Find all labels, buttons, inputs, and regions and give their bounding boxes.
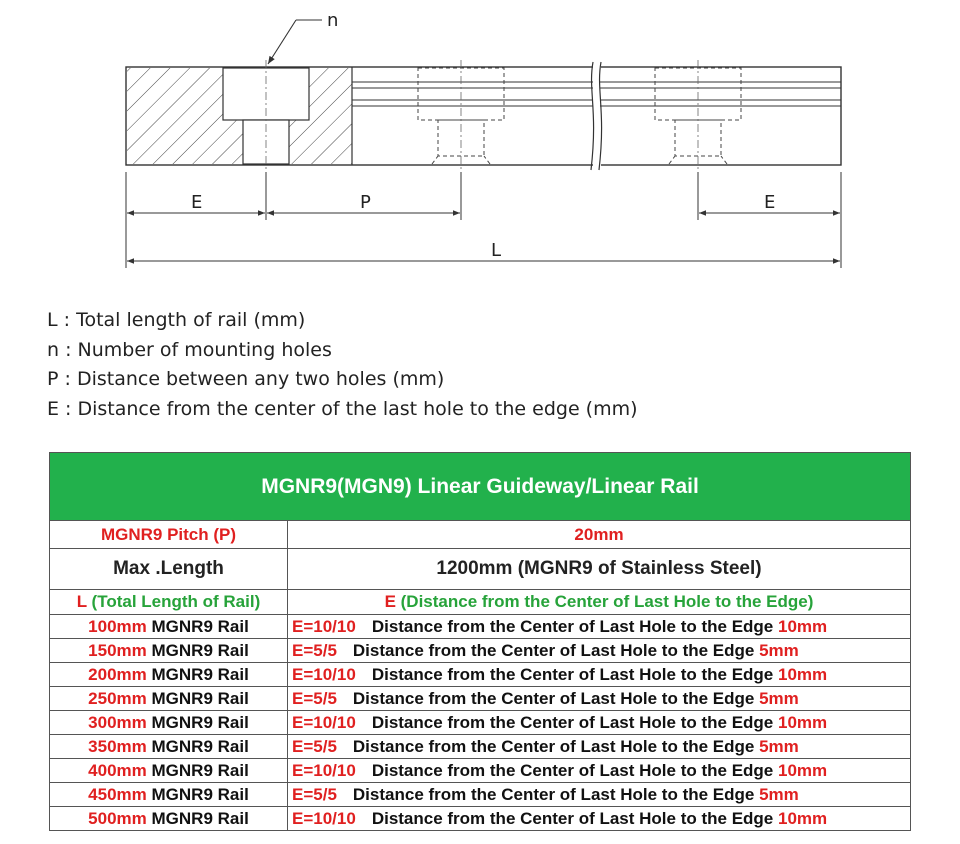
rail-length: 400mm [88,760,147,780]
table-row [50,735,911,759]
max-length-label: Max .Length [50,549,288,590]
rail-length: 450mm [88,784,147,804]
rail-model: MGNR9 Rail [146,784,249,804]
rail-length: 150mm [88,640,147,660]
e-value: E=10/10 [292,664,356,684]
legend-e: E : Distance from the center of the last hole to the edge (mm) [47,397,638,420]
pitch-row [50,521,911,549]
label-e-left: E [191,192,203,213]
dimension-lines [127,213,840,261]
max-length-row [50,549,911,590]
legend [47,306,638,424]
table-row [50,663,911,687]
table-row [50,783,911,807]
e-value: E=5/5 [292,688,337,708]
rail-model: MGNR9 Rail [146,808,249,828]
rail-model: MGNR9 Rail [146,688,249,708]
e-value: E=10/10 [292,808,356,828]
legend-l: L : Total length of rail (mm) [47,309,306,331]
table-row [50,615,911,639]
rail-model: MGNR9 Rail [146,640,249,660]
label-e-right: E [764,192,776,213]
rail-length: 350mm [88,736,147,756]
e-value: E=5/5 [292,784,337,804]
rail-model: MGNR9 Rail [146,736,249,756]
header-l-letter: L [76,592,87,611]
e-description: Distance from the Center of Last Hole to the Edge [352,736,755,756]
max-length-value: 1200mm (MGNR9 of Stainless Steel) [288,549,911,590]
e-distance: 10mm [778,664,828,684]
legend-n: n : Number of mounting holes [47,338,332,361]
rail-length: 250mm [88,688,147,708]
column-header-e [288,590,911,615]
e-value: E=5/5 [292,640,337,660]
e-description: Distance from the Center of Last Hole to the Edge [352,784,755,804]
rail-model: MGNR9 Rail [146,616,249,636]
e-distance: 5mm [759,640,799,660]
e-description: Distance from the Center of Last Hole to the Edge [371,808,774,828]
rail-drawing [0,0,960,300]
e-distance: 5mm [759,688,799,708]
header-l-text: (Total Length of Rail) [86,592,261,611]
table-row [50,759,911,783]
column-header-row [50,590,911,615]
rail-model: MGNR9 Rail [146,664,249,684]
legend-p: P : Distance between any two holes (mm) [47,368,445,390]
label-l: L [491,240,502,261]
table-row [50,711,911,735]
e-value: E=10/10 [292,760,356,780]
rail-length: 500mm [88,808,147,828]
column-header-l [50,590,288,615]
n-leader [268,10,338,64]
rail-length: 300mm [88,712,147,732]
rail-length: 200mm [88,664,147,684]
e-distance: 10mm [778,712,828,732]
e-value: E=5/5 [292,736,337,756]
table-row [50,687,911,711]
rail-model: MGNR9 Rail [146,760,249,780]
spec-table [49,452,911,831]
rail-model: MGNR9 Rail [146,712,249,732]
e-value: E=10/10 [292,712,356,732]
e-description: Distance from the Center of Last Hole to the Edge [371,664,774,684]
e-distance: 10mm [778,808,828,828]
label-n: n [327,10,339,31]
e-description: Distance from the Center of Last Hole to the Edge [371,616,774,636]
e-description: Distance from the Center of Last Hole to the Edge [352,688,755,708]
pitch-value: 20mm [288,521,911,549]
table-row [50,807,911,831]
header-e-text: (Distance from the Center of Last Hole to the Edge) [395,592,814,611]
e-distance: 5mm [759,784,799,804]
e-value: E=10/10 [292,616,356,636]
e-distance: 5mm [759,736,799,756]
e-description: Distance from the Center of Last Hole to the Edge [371,712,774,732]
pitch-label: MGNR9 Pitch (P) [50,521,288,549]
e-distance: 10mm [778,616,828,636]
header-e-letter: E [384,592,396,611]
table-row [50,639,911,663]
table-title: MGNR9(MGN9) Linear Guideway/Linear Rail [50,453,911,521]
e-distance: 10mm [778,760,828,780]
e-description: Distance from the Center of Last Hole to the Edge [352,640,755,660]
rail-length: 100mm [88,616,147,636]
e-description: Distance from the Center of Last Hole to the Edge [371,760,774,780]
extension-lines [126,172,841,268]
label-p: P [360,192,371,213]
hatched-section [127,67,352,165]
